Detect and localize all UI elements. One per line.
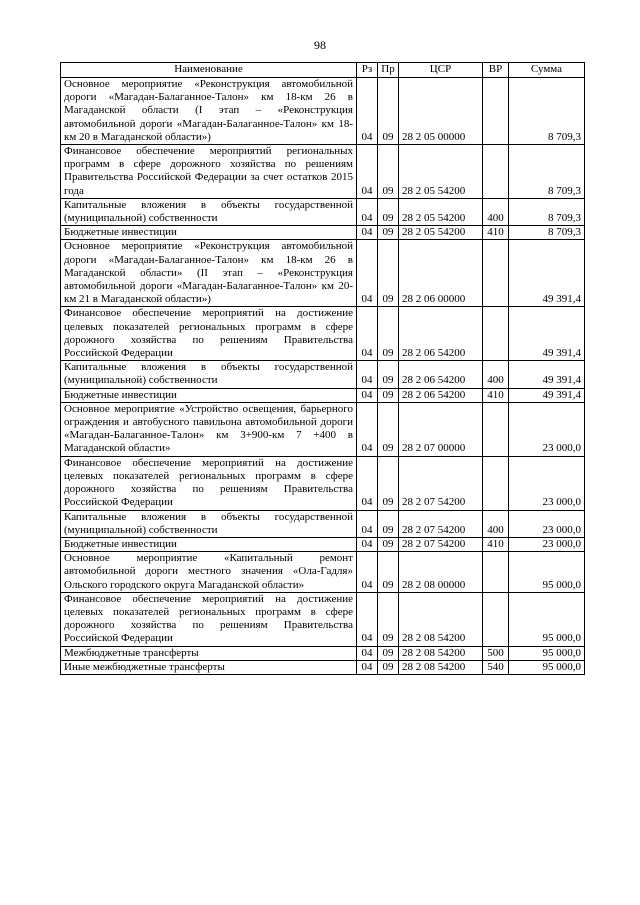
- row-pr: 09: [378, 402, 399, 456]
- row-vr: 410: [483, 537, 509, 551]
- row-pr: 09: [378, 388, 399, 402]
- row-sum: 95 000,0: [509, 592, 585, 646]
- row-vr: [483, 456, 509, 510]
- row-pr: 09: [378, 198, 399, 225]
- table-row: [61, 646, 585, 660]
- table-row: [61, 660, 585, 674]
- row-name: Межбюджетные трансферты: [61, 646, 357, 660]
- table-row: [61, 145, 585, 199]
- row-sum: 8 709,3: [509, 78, 585, 145]
- row-rz: 04: [357, 646, 378, 660]
- header-vr: ВР: [483, 63, 509, 78]
- row-rz: 04: [357, 226, 378, 240]
- row-pr: 09: [378, 592, 399, 646]
- row-pr: 09: [378, 78, 399, 145]
- header-csr: ЦСР: [399, 63, 483, 78]
- row-name: Иные межбюджетные трансферты: [61, 660, 357, 674]
- table-row: [61, 592, 585, 646]
- row-name: Основное мероприятие «Реконструкция автомобильной дороги «Магадан-Балаганное-Талон» км 18-км 26 в Магаданской области» (II этап – «Реконструкция автомобильной дороги «Магадан-Балаганное-Талон» км 20-км 21 в Магаданской области»): [61, 240, 357, 307]
- row-csr: 28 2 06 54200: [399, 388, 483, 402]
- header-sum: Сумма: [509, 63, 585, 78]
- row-rz: 04: [357, 198, 378, 225]
- row-pr: 09: [378, 226, 399, 240]
- row-rz: 04: [357, 402, 378, 456]
- row-rz: 04: [357, 456, 378, 510]
- row-csr: 28 2 07 00000: [399, 402, 483, 456]
- row-pr: 09: [378, 510, 399, 537]
- row-sum: 95 000,0: [509, 660, 585, 674]
- table-row: [61, 307, 585, 361]
- row-pr: 09: [378, 537, 399, 551]
- row-pr: 09: [378, 660, 399, 674]
- row-csr: 28 2 06 54200: [399, 307, 483, 361]
- row-rz: 04: [357, 307, 378, 361]
- table-row: [61, 361, 585, 388]
- row-name: Бюджетные инвестиции: [61, 226, 357, 240]
- row-vr: [483, 592, 509, 646]
- row-sum: 95 000,0: [509, 552, 585, 593]
- row-pr: 09: [378, 145, 399, 199]
- row-rz: 04: [357, 592, 378, 646]
- row-vr: 400: [483, 510, 509, 537]
- row-rz: 04: [357, 145, 378, 199]
- row-name: Капитальные вложения в объекты государственной (муниципальной) собственности: [61, 361, 357, 388]
- table-row: [61, 240, 585, 307]
- row-pr: 09: [378, 552, 399, 593]
- row-name: Основное мероприятие «Капитальный ремонт автомобильной дороги местного значения «Ола-Гадля» Ольского городского округа Магаданской области»: [61, 552, 357, 593]
- page-number: 98: [314, 38, 326, 52]
- row-vr: 410: [483, 388, 509, 402]
- row-name: Финансовое обеспечение мероприятий на достижение целевых показателей региональных программ в сфере дорожного хозяйства по решениям Правительства Российской Федерации: [61, 592, 357, 646]
- header-name: Наименование: [61, 63, 357, 78]
- row-csr: 28 2 08 54200: [399, 660, 483, 674]
- row-sum: 49 391,4: [509, 240, 585, 307]
- row-vr: [483, 145, 509, 199]
- row-rz: 04: [357, 361, 378, 388]
- row-rz: 04: [357, 510, 378, 537]
- row-pr: 09: [378, 307, 399, 361]
- row-name: Основное мероприятие «Реконструкция автомобильной дороги «Магадан-Балаганное-Талон» км 18-км 26 в Магаданской области (I этап – «Реконструкция автомобильной дороги «Магадан-Балаганное-Талон» км 18-км 20 в Магаданской области»): [61, 78, 357, 145]
- row-name: Основное мероприятие «Устройство освещения, барьерного ограждения и автобусного павильона автомобильной дороги «Магадан-Балаганное-Талон» км 3+900-км 7 +400 в Магаданской области»: [61, 402, 357, 456]
- row-sum: 8 709,3: [509, 226, 585, 240]
- row-csr: 28 2 07 54200: [399, 537, 483, 551]
- row-name: Финансовое обеспечение мероприятий региональных программ в сфере дорожного хозяйства по решениям Правительства Российской Федерации за счет остатков 2015 года: [61, 145, 357, 199]
- row-sum: 49 391,4: [509, 307, 585, 361]
- row-csr: 28 2 06 00000: [399, 240, 483, 307]
- row-name: Бюджетные инвестиции: [61, 388, 357, 402]
- row-vr: [483, 240, 509, 307]
- row-sum: 49 391,4: [509, 361, 585, 388]
- table-row: [61, 510, 585, 537]
- row-vr: [483, 78, 509, 145]
- row-csr: 28 2 05 00000: [399, 78, 483, 145]
- row-vr: [483, 552, 509, 593]
- table-row: [61, 552, 585, 593]
- row-csr: 28 2 07 54200: [399, 510, 483, 537]
- row-csr: 28 2 05 54200: [399, 226, 483, 240]
- row-rz: 04: [357, 660, 378, 674]
- row-sum: 49 391,4: [509, 388, 585, 402]
- row-csr: 28 2 07 54200: [399, 456, 483, 510]
- row-sum: 23 000,0: [509, 456, 585, 510]
- row-csr: 28 2 08 54200: [399, 592, 483, 646]
- row-rz: 04: [357, 240, 378, 307]
- row-name: Финансовое обеспечение мероприятий на достижение целевых показателей региональных программ в сфере дорожного хозяйства по решениям Правительства Российской Федерации: [61, 456, 357, 510]
- row-sum: 95 000,0: [509, 646, 585, 660]
- row-name: Финансовое обеспечение мероприятий на достижение целевых показателей региональных программ в сфере дорожного хозяйства по решениям Правительства Российской Федерации: [61, 307, 357, 361]
- table-row: [61, 456, 585, 510]
- row-csr: 28 2 05 54200: [399, 198, 483, 225]
- table-row: [61, 537, 585, 551]
- row-name: Бюджетные инвестиции: [61, 537, 357, 551]
- budget-table: [60, 62, 585, 675]
- row-pr: 09: [378, 456, 399, 510]
- row-csr: 28 2 06 54200: [399, 361, 483, 388]
- header-pr: Пр: [378, 63, 399, 78]
- table-row: [61, 78, 585, 145]
- table-row: [61, 402, 585, 456]
- row-vr: 400: [483, 198, 509, 225]
- row-csr: 28 2 08 54200: [399, 646, 483, 660]
- row-name: Капитальные вложения в объекты государственной (муниципальной) собственности: [61, 510, 357, 537]
- row-vr: [483, 402, 509, 456]
- row-rz: 04: [357, 388, 378, 402]
- row-csr: 28 2 05 54200: [399, 145, 483, 199]
- row-sum: 8 709,3: [509, 198, 585, 225]
- row-vr: 540: [483, 660, 509, 674]
- row-sum: 8 709,3: [509, 145, 585, 199]
- row-pr: 09: [378, 240, 399, 307]
- row-sum: 23 000,0: [509, 537, 585, 551]
- table-row: [61, 226, 585, 240]
- row-name: Капитальные вложения в объекты государственной (муниципальной) собственности: [61, 198, 357, 225]
- row-pr: 09: [378, 361, 399, 388]
- row-vr: 500: [483, 646, 509, 660]
- row-csr: 28 2 08 00000: [399, 552, 483, 593]
- row-rz: 04: [357, 552, 378, 593]
- table-header-row: [61, 63, 585, 78]
- row-pr: 09: [378, 646, 399, 660]
- row-vr: [483, 307, 509, 361]
- table-row: [61, 388, 585, 402]
- row-sum: 23 000,0: [509, 510, 585, 537]
- row-rz: 04: [357, 537, 378, 551]
- row-rz: 04: [357, 78, 378, 145]
- table-row: [61, 198, 585, 225]
- row-sum: 23 000,0: [509, 402, 585, 456]
- row-vr: 410: [483, 226, 509, 240]
- header-rz: Рз: [357, 63, 378, 78]
- row-vr: 400: [483, 361, 509, 388]
